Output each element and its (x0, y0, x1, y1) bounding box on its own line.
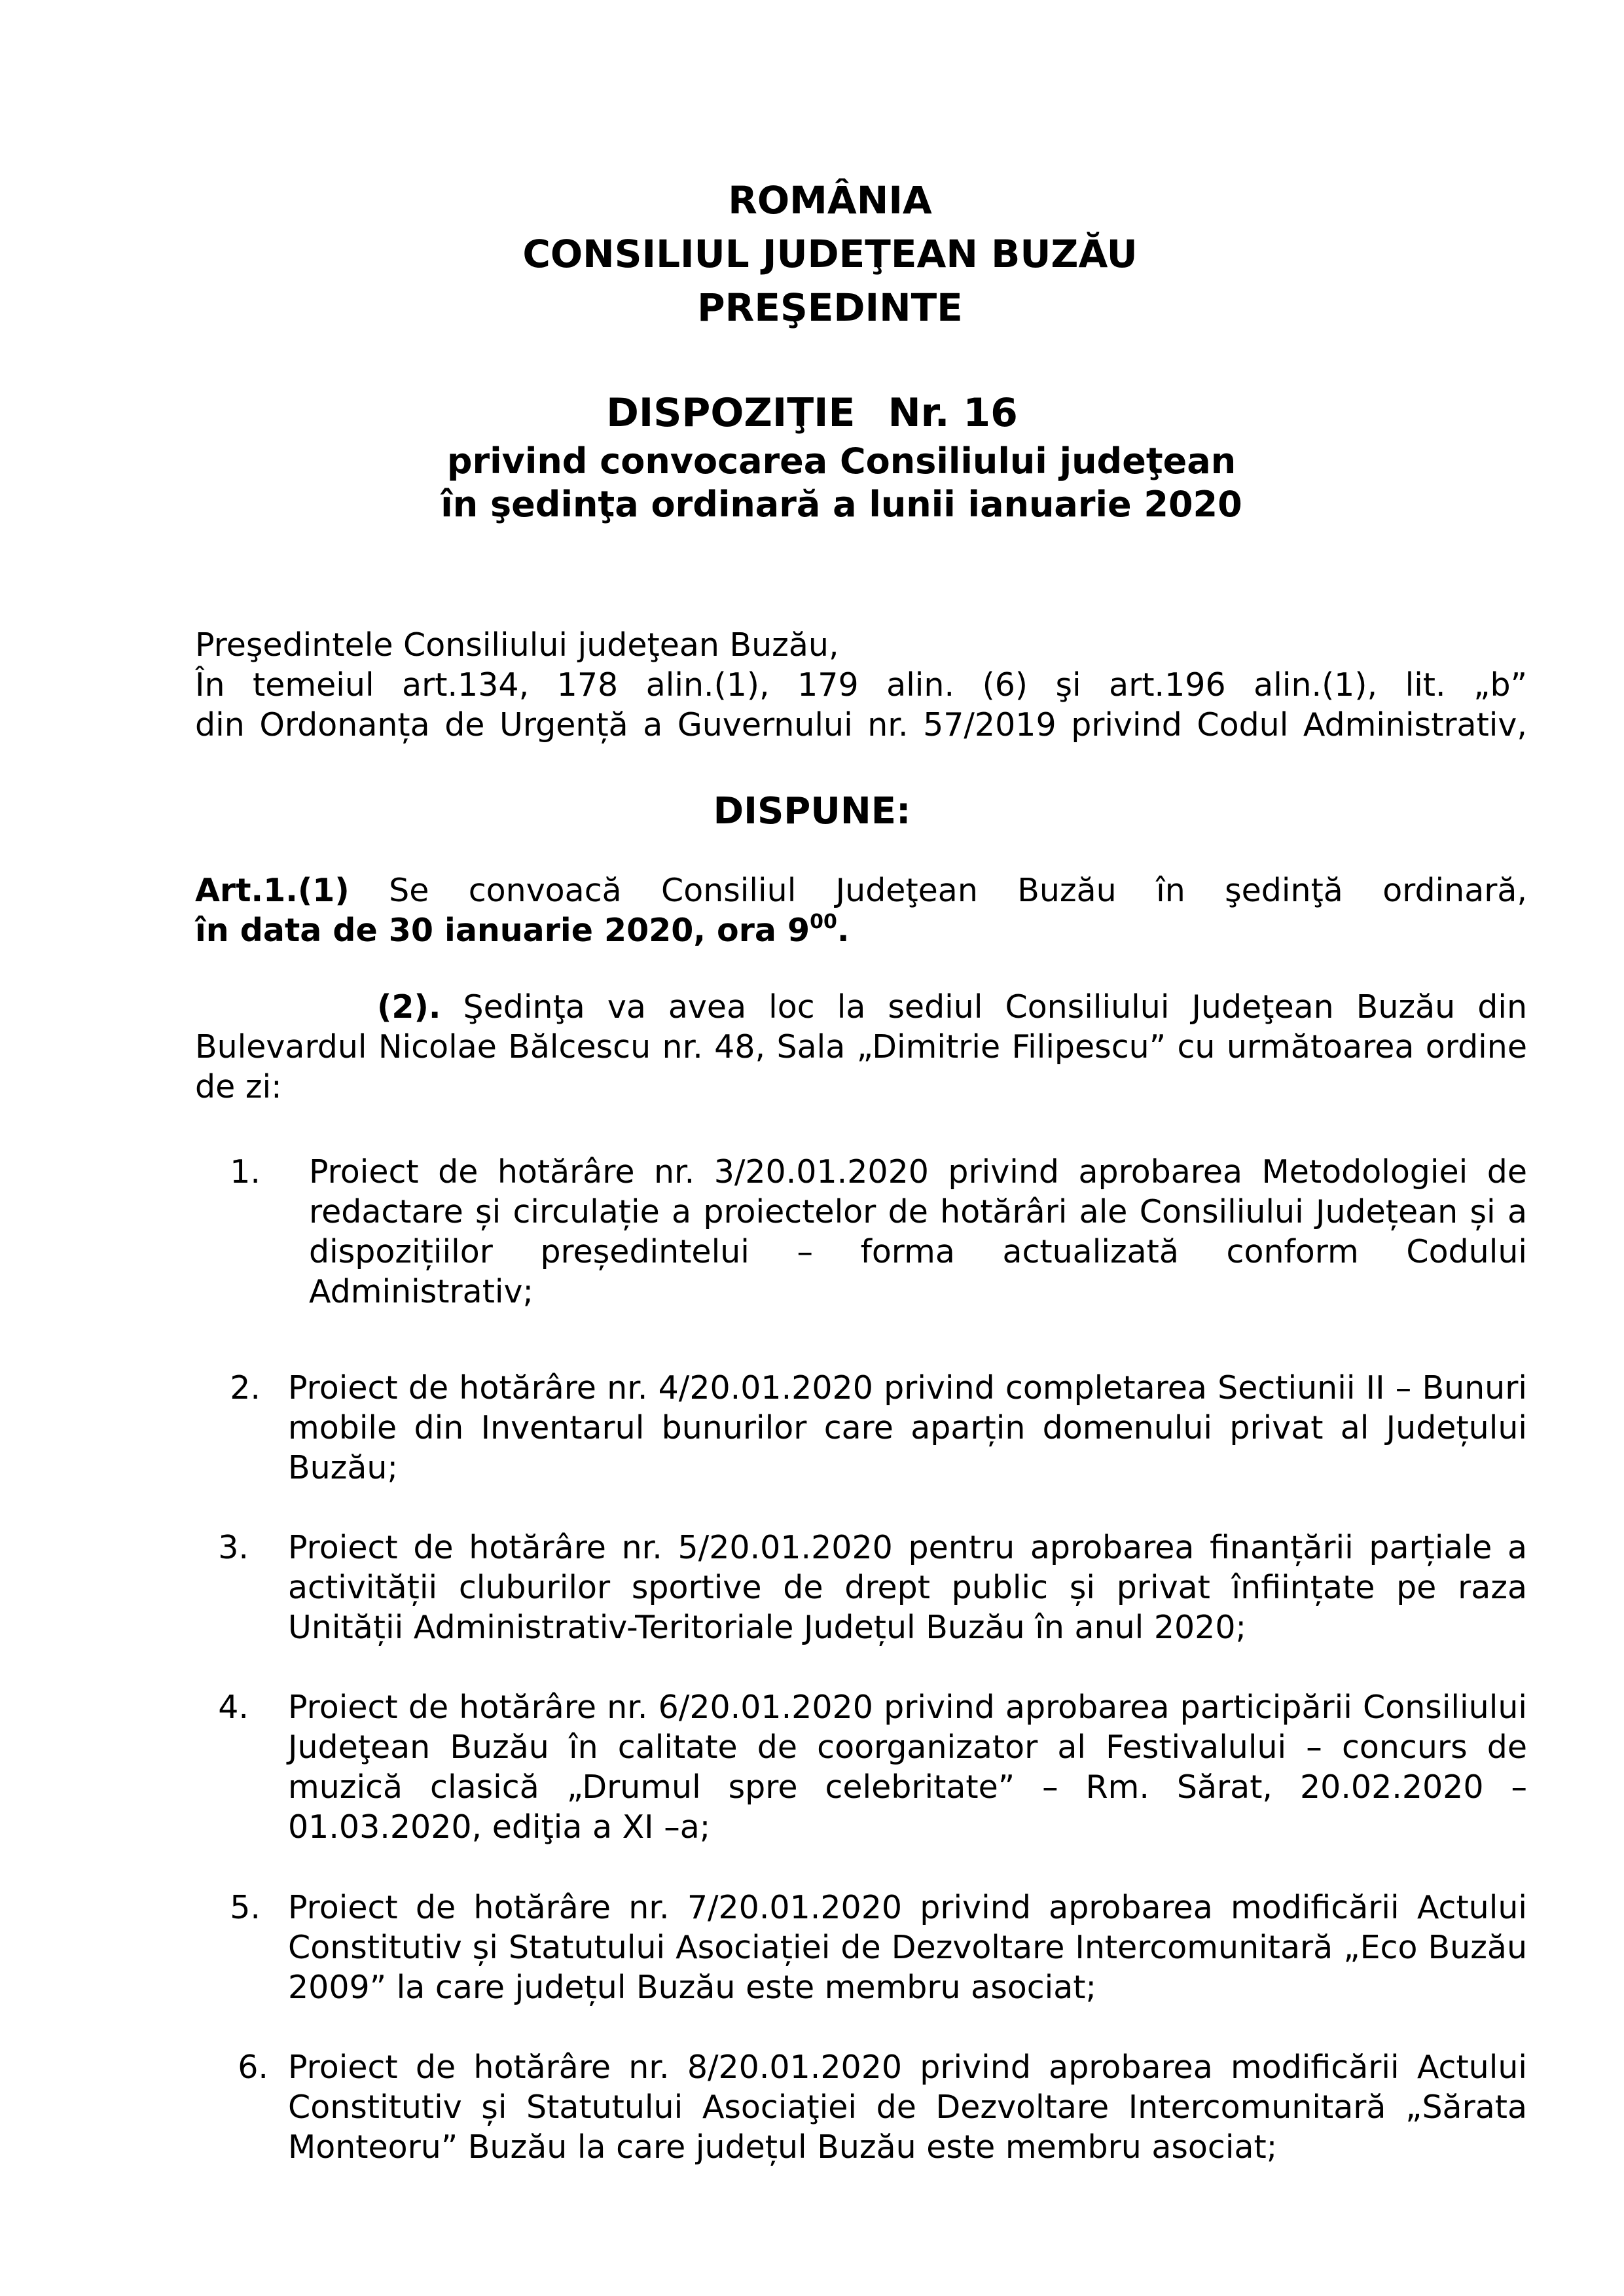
agenda-item-text: Proiect de hotărâre nr. 7/20.01.2020 privind aprobarea modificării Actului Constitutiv și Statutului Asociației de Dezvoltare Intercomunitară „Eco Buzău 2009” la care județul Buzău este membru asociat; (288, 1889, 1527, 2006)
title-number: Nr. 16 (888, 390, 1018, 436)
agenda-item-text: Proiect de hotărâre nr. 3/20.01.2020 privind aprobarea Metodologiei de redactare și circulație a proiectelor de hotărâri ale Consiliului Județean și a dispozițiilor președintelui – forma actualizată conform Codului Administrativ; (309, 1153, 1527, 1310)
subtitle-line-1: privind convocarea Consiliului judeţean (446, 440, 1236, 482)
article-1-label: Art.1.(1) (195, 872, 350, 909)
agenda-item-number: 5. (230, 1889, 261, 1926)
intro-line-1: Preşedintele Consiliului judeţean Buzău, (195, 626, 839, 664)
article-1-date (195, 910, 849, 950)
agenda-item-number: 2. (230, 1369, 261, 1407)
agenda-item-number: 3. (218, 1529, 249, 1566)
title-label: DISPOZIŢIE (606, 390, 856, 436)
document-subtitle (0, 440, 1624, 526)
intro-line-3-text: din Ordonanța de Urgență a Guvernului nr. 57/2019 privind Codul Administrativ, (195, 706, 1527, 744)
agenda-item-number: 6. (238, 2049, 268, 2086)
article-2-text: Şedinţa va avea loc la sediul Consiliului Judeţean Buzău din Bulevardul Nicolae Bălcescu nr. 48, Sala „Dimitrie Filipescu” cu următoarea ordine de zi: (195, 988, 1528, 1105)
document-title (0, 386, 1624, 440)
article-2-label: (2). (377, 988, 441, 1026)
header-office: PREŞEDINTE (697, 285, 963, 330)
header-country: ROMÂNIA (728, 178, 932, 223)
agenda-item-number: 4. (218, 1689, 249, 1726)
agenda-item-text: Proiect de hotărâre nr. 6/20.01.2020 privind aprobarea participării Consiliului Judeţean Buzău în calitate de coorganizator al Festivalului – concurs de muzică clasică „Drumul spre celebritate” – Rm. Sărat, 20.02.2020 – 01.03.2020, ediţia a XI –a; (288, 1689, 1527, 1846)
dispune-heading: DISPUNE: (713, 790, 911, 833)
agenda-item-text: Proiect de hotărâre nr. 5/20.01.2020 pentru aprobarea finanțării parțiale a activității cluburilor sportive de drept public și privat înființate pe raza Unității Administrativ-Teritoriale Județul Buzău în anul 2020; (288, 1529, 1527, 1646)
agenda-item-text: Proiect de hotărâre nr. 8/20.01.2020 privind aprobarea modificării Actului Constitutiv și Statutului Asociaţiei de Dezvoltare Intercomunitară „Sărata Monteoru” Buzău la care județul Buzău este membru asociat; (288, 2049, 1527, 2166)
article-1-text: Se convoacă Consiliul Judeţean Buzău în şedinţă ordinară, (389, 872, 1527, 909)
article-1-date-end: . (837, 912, 850, 949)
intro-line-2: În temeiul art.134, 178 alin.(1), 179 alin. (6) şi art.196 alin.(1), lit. „b” (195, 666, 1527, 704)
article-1-paragraph-1 (195, 870, 1527, 910)
header-institution: CONSILIUL JUDEŢEAN BUZĂU (522, 232, 1138, 276)
article-1-date-text: în data de 30 ianuarie 2020, ora 9 (195, 912, 810, 949)
agenda-item-number: 1. (230, 1153, 261, 1191)
article-1-paragraph-2 (195, 987, 1527, 1107)
article-1-time-sup: 00 (810, 910, 837, 933)
intro-line-3 (195, 705, 1527, 745)
agenda-item-text: Proiect de hotărâre nr. 4/20.01.2020 privind completarea Sectiunii II – Bunuri mobile din Inventarul bunurilor care aparțin domenului privat al Județului Buzău; (288, 1369, 1527, 1486)
subtitle-line-2: în şedinţa ordinară a lunii ianuarie 2020 (441, 484, 1242, 525)
